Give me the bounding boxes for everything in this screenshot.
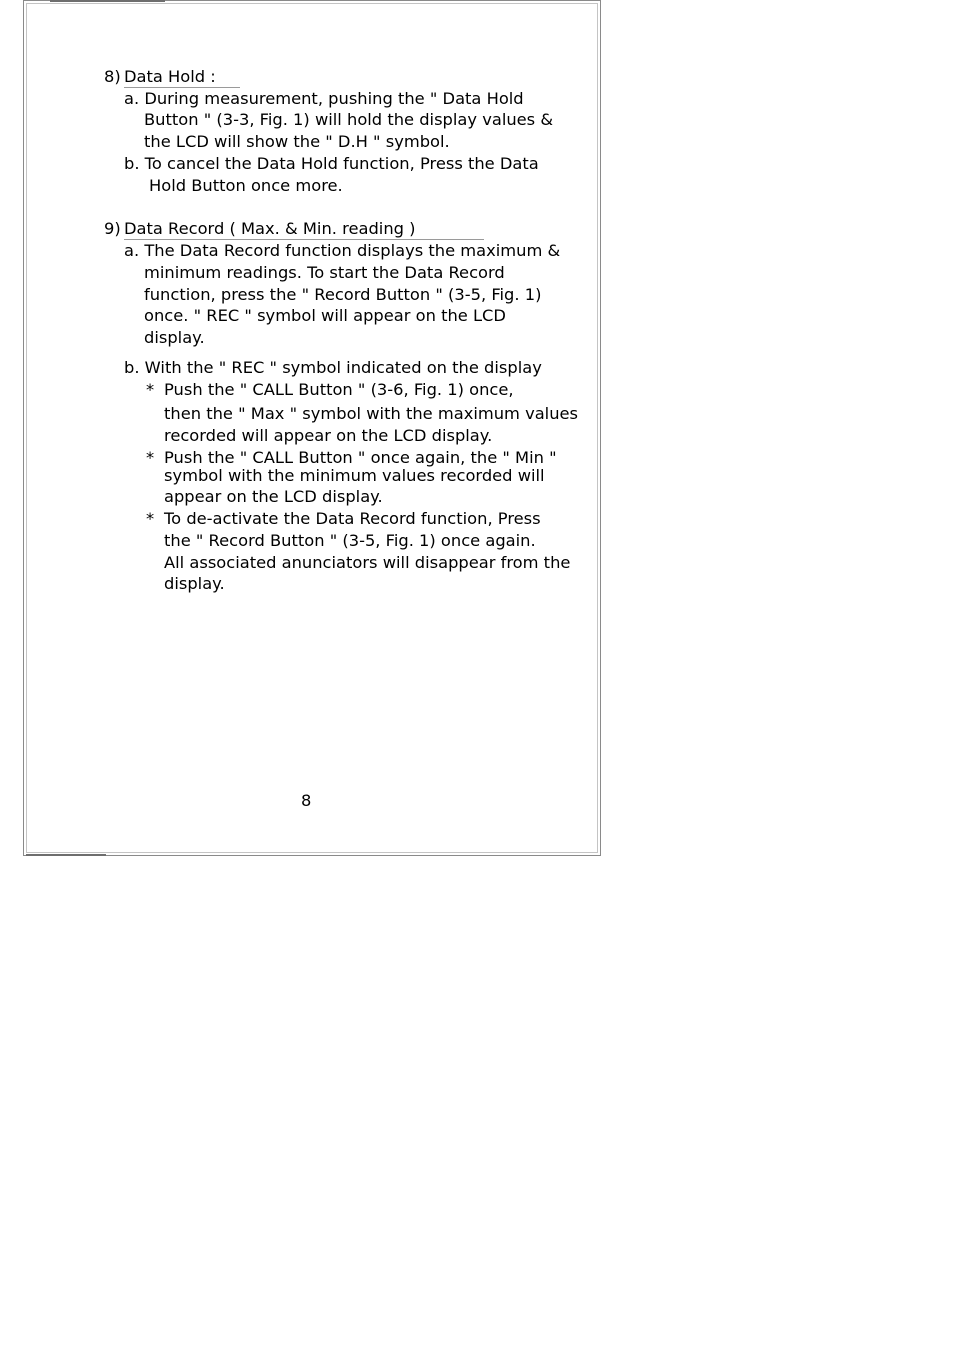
section-9-line: then the " Max " symbol with the maximum values — [164, 404, 579, 423]
section-8-line: Hold Button once more. — [149, 176, 343, 195]
section-9-title-underline — [124, 239, 484, 240]
bullet-asterisk: * — [146, 448, 155, 467]
section-9-line: a. The Data Record function displays the maximum & — [124, 241, 561, 260]
section-9-line: the " Record Button " (3-5, Fig. 1) once again. — [164, 531, 536, 550]
top-edge-mark — [50, 0, 165, 2]
section-9-line: Push the " CALL Button " once again, the " Min " — [164, 448, 557, 467]
section-9-line: once. " REC " symbol will appear on the LCD — [144, 306, 506, 325]
section-9-number: 9) — [104, 219, 121, 238]
section-9-title: Data Record ( Max. & Min. reading ) — [124, 219, 416, 238]
bottom-edge-mark — [26, 854, 106, 856]
section-8-number: 8) — [104, 67, 121, 86]
page-number: 8 — [301, 791, 312, 810]
section-9-line: recorded will appear on the LCD display. — [164, 426, 493, 445]
section-9-line: symbol with the minimum values recorded will — [164, 466, 545, 485]
section-8-line: the LCD will show the " D.H " symbol. — [144, 132, 450, 151]
section-8-line: a. During measurement, pushing the " Data Hold — [124, 89, 524, 108]
section-8-line: Button " (3-3, Fig. 1) will hold the display values & — [144, 110, 554, 129]
section-9-line: To de-activate the Data Record function, Press — [164, 509, 541, 528]
section-8-title-underline — [124, 87, 240, 88]
section-9-line: display. — [144, 328, 205, 347]
section-9-line: appear on the LCD display. — [164, 487, 383, 506]
section-9-line: minimum readings. To start the Data Record — [144, 263, 505, 282]
section-9-line: All associated anunciators will disappear from the — [164, 553, 571, 572]
section-9-line: b. With the " REC " symbol indicated on the display — [124, 358, 542, 377]
section-8-line: b. To cancel the Data Hold function, Press the Data — [124, 154, 539, 173]
bullet-asterisk: * — [146, 509, 155, 528]
section-9-line: Push the " CALL Button " (3-6, Fig. 1) once, — [164, 380, 514, 399]
bullet-asterisk: * — [146, 380, 155, 399]
section-9-line: function, press the " Record Button " (3-5, Fig. 1) — [144, 285, 542, 304]
section-8-title: Data Hold : — [124, 67, 216, 86]
section-9-line: display. — [164, 574, 225, 593]
